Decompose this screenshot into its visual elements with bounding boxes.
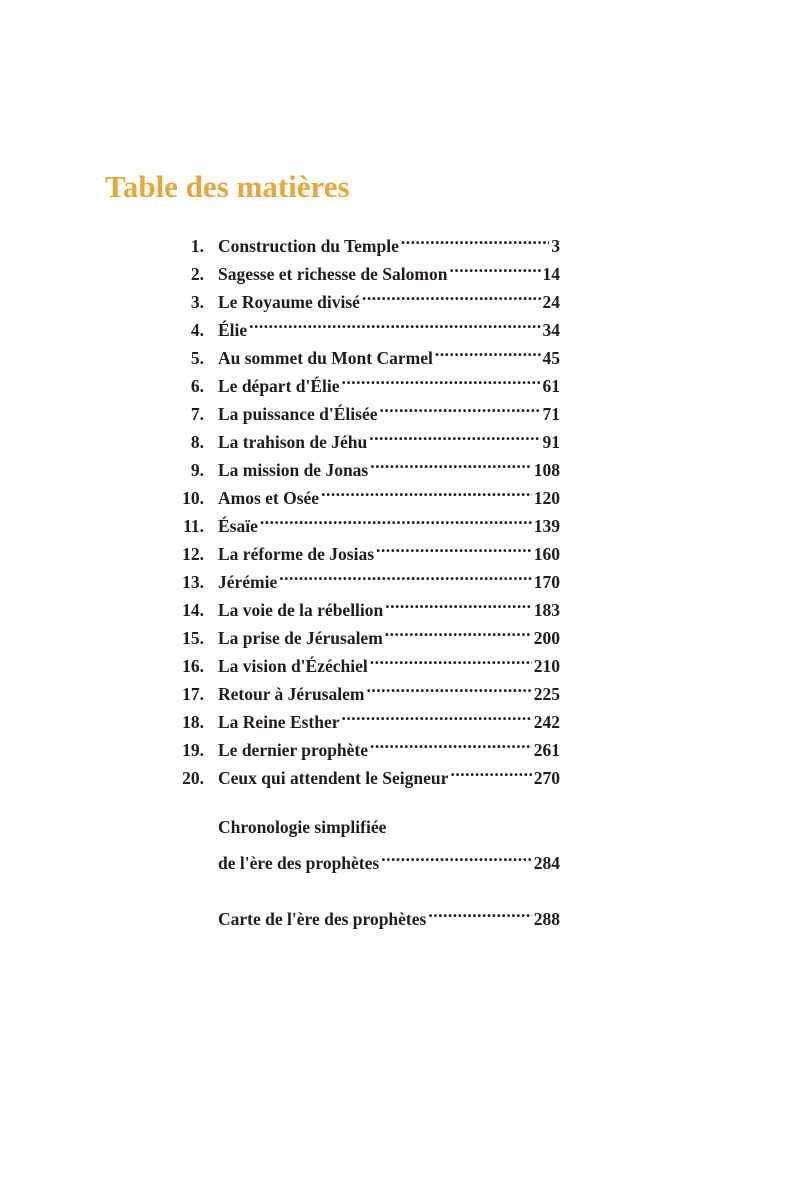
toc-leader-dots xyxy=(370,728,532,756)
toc-chapter-number: 10. xyxy=(182,488,204,508)
appendix-map-title: Carte de l'ère des prophètes xyxy=(218,909,427,929)
toc-page-number: 270 xyxy=(533,768,560,788)
toc-page-number: 45 xyxy=(542,348,560,368)
toc-leader-dots xyxy=(379,392,540,420)
toc-leader-dots xyxy=(279,560,531,588)
toc-page-number: 71 xyxy=(542,404,560,424)
toc-leader-dots xyxy=(342,700,532,728)
table-of-contents xyxy=(160,224,560,788)
toc-leader-dots xyxy=(260,504,532,532)
toc-chapter-number: 19. xyxy=(182,740,204,760)
toc-leader-dots xyxy=(362,280,541,308)
toc-chapter-number: 20. xyxy=(182,768,204,788)
toc-page-number: 183 xyxy=(533,600,560,620)
page-title: Table des matières xyxy=(105,169,350,204)
toc-chapter-title: Jérémie xyxy=(218,572,278,592)
toc-leader-dots xyxy=(369,420,540,448)
toc-leader-dots xyxy=(450,756,531,784)
toc-chapter-number: 5. xyxy=(190,348,204,368)
toc-leader-dots xyxy=(249,308,540,336)
toc-chapter-number: 13. xyxy=(182,572,204,592)
toc-chapter-title: La voie de la rébellion xyxy=(218,600,384,620)
toc-chapter-title: Au sommet du Mont Carmel xyxy=(218,348,433,368)
toc-page-number: 34 xyxy=(542,320,560,340)
toc-page-number: 284 xyxy=(533,853,560,873)
toc-page-number: 139 xyxy=(533,516,560,536)
toc-chapter-number: 6. xyxy=(190,376,204,396)
toc-leader-dots xyxy=(342,364,541,392)
toc-chapter-number: 1. xyxy=(190,236,204,256)
toc-chapter-number: 3. xyxy=(190,292,204,312)
toc-chapter-title: Le dernier prophète xyxy=(218,740,369,760)
toc-chapter-title: La réforme de Josias xyxy=(218,544,375,564)
appendix-chronology-title: Chronologie simplifiée xyxy=(218,817,387,837)
toc-leader-dots xyxy=(370,644,532,672)
toc-chapter-number: 12. xyxy=(182,544,204,564)
toc-leader-dots xyxy=(321,476,532,504)
appendix-chronology[interactable] xyxy=(218,813,560,873)
toc-leader-dots xyxy=(435,336,541,364)
toc-chapter-title: Ceux qui attendent le Seigneur xyxy=(218,768,449,788)
toc-chapter-title: La mission de Jonas xyxy=(218,460,369,480)
toc-chapter-number: 16. xyxy=(182,656,204,676)
toc-chapter-number: 9. xyxy=(190,460,204,480)
appendix-chronology-subtitle: de l'ère des prophètes xyxy=(218,853,380,873)
toc-page-number: 120 xyxy=(533,488,560,508)
toc-page-number: 261 xyxy=(533,740,560,760)
toc-chapter-title: La puissance d'Élisée xyxy=(218,404,378,424)
toc-leader-dots xyxy=(385,616,532,644)
toc-page-number: 24 xyxy=(542,292,560,312)
toc-page-number: 61 xyxy=(542,376,560,396)
toc-chapter-title: Le Royaume divisé xyxy=(218,292,360,312)
toc-chapter-title: La trahison de Jéhu xyxy=(218,432,368,452)
toc-chapter-number: 2. xyxy=(190,264,204,284)
toc-leader-dots xyxy=(428,897,531,925)
toc-chapter-title: La Reine Esther xyxy=(218,712,340,732)
toc-chapter-title: Ésaïe xyxy=(218,516,258,536)
toc-chapter-number: 15. xyxy=(182,628,204,648)
toc-leader-dots xyxy=(449,252,540,280)
toc-chapter-title: Construction du Temple xyxy=(218,236,399,256)
toc-chapter-number: 11. xyxy=(183,516,204,536)
toc-page-number: 91 xyxy=(542,432,560,452)
toc-chapter-number: 17. xyxy=(182,684,204,704)
toc-chapter-title: Sagesse et richesse de Salomon xyxy=(218,264,448,284)
toc-chapter-title: La vision d'Ézéchiel xyxy=(218,656,368,676)
toc-chapter-number: 4. xyxy=(190,320,204,340)
toc-leader-dots xyxy=(401,224,549,252)
toc-page-number: 108 xyxy=(533,460,560,480)
toc-entry[interactable] xyxy=(160,224,560,256)
toc-page-number: 200 xyxy=(533,628,560,648)
toc-chapter-number: 14. xyxy=(182,600,204,620)
toc-page-number: 210 xyxy=(533,656,560,676)
toc-leader-dots xyxy=(376,532,532,560)
toc-page-number: 242 xyxy=(533,712,560,732)
toc-page-number: 160 xyxy=(533,544,560,564)
toc-chapter-number: 8. xyxy=(190,432,204,452)
toc-leader-dots xyxy=(366,672,531,700)
toc-chapter-title: La prise de Jérusalem xyxy=(218,628,383,648)
toc-chapter-title: Élie xyxy=(218,320,248,340)
appendix-map[interactable] xyxy=(218,897,560,929)
toc-chapter-number: 7. xyxy=(190,404,204,424)
toc-page-number: 288 xyxy=(533,909,560,929)
toc-chapter-number: 18. xyxy=(182,712,204,732)
toc-page-number: 170 xyxy=(533,572,560,592)
toc-chapter-title: Le départ d'Élie xyxy=(218,376,340,396)
toc-page-number: 14 xyxy=(542,264,560,284)
toc-chapter-title: Retour à Jérusalem xyxy=(218,684,365,704)
toc-chapter-title: Amos et Osée xyxy=(218,488,320,508)
toc-leader-dots xyxy=(370,448,532,476)
toc-page-number: 3 xyxy=(551,236,560,256)
toc-leader-dots xyxy=(381,841,532,869)
toc-page-number: 225 xyxy=(533,684,560,704)
toc-leader-dots xyxy=(385,588,531,616)
